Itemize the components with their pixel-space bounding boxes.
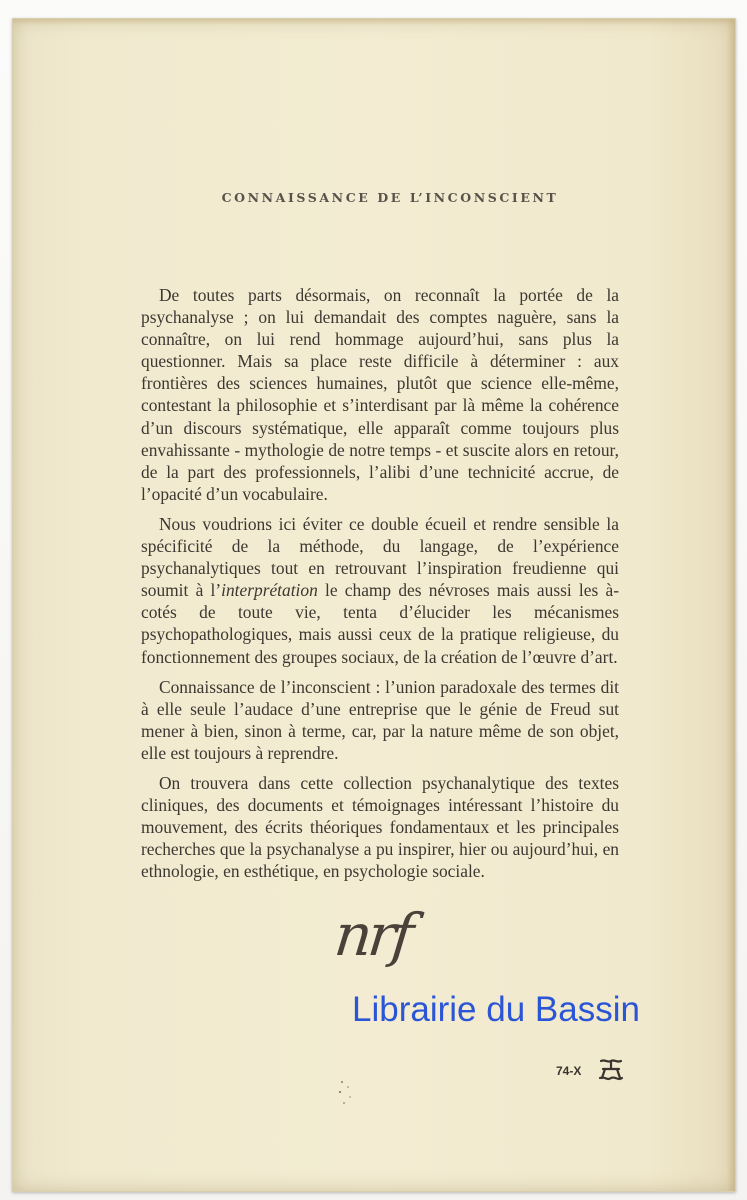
series-title: CONNAISSANCE DE L’INCONSCIENT <box>221 190 559 205</box>
paper-specks <box>330 1078 360 1108</box>
catalog-code: 74-X <box>556 1064 582 1078</box>
paragraph-2-italic: interprétation <box>221 580 318 601</box>
cover-top-edge <box>13 19 735 25</box>
paragraph-2-end: le champ des névroses mais aussi les à-cotés de toute vie, tenta d’élucider les mécanismes psychopathologiques, mais aussi ceux de la pratique religieuse, du fonctionnement des groupes sociaux, de la création de l’œuvre d’art. <box>141 580 619 667</box>
paragraph-3: Connaissance de l’inconscient : l’union paradoxale des termes dit à elle seule l’audace d’une entreprise que le génie de Freud sut mener à bien, sinon à terme, car, par la nature même de son objet, elle est toujours à reprendre. <box>141 676 619 763</box>
paragraph-4: On trouvera dans cette collection psychanalytique des textes cliniques, des documents et témoignages intéressant l’histoire du mouvement, des écrits théoriques fondamentaux et les principales recherches que la psychanalyse a pu inspirer, hier ou aujourd’hui, en ethnologie, en esthétique, en psychologie sociale. <box>141 772 619 882</box>
publisher-mark-icon <box>597 1057 625 1083</box>
bookshop-watermark: Librairie du Bassin <box>352 990 640 1029</box>
nrf-logo: nrf <box>331 901 414 969</box>
description-text <box>141 284 619 890</box>
paragraph-1: De toutes parts désormais, on reconnaît la portée de la psychanalyse ; on lui demandait des comptes naguère, sans la connaître, on lui rend hommage aujourd’hui, sans plus la questionner. Mais sa place reste difficile à déterminer : aux frontières des sciences humaines, plutôt que science elle-même, contestant la philosophie et s’interdisant par là même la cohérence d’un discours systématique, elle apparaît comme toujours plus envahissante - mythologie de notre temps - et suscite alors en retour, de la part des professionnels, l’alibi d’une technicité accrue, de l’opacité d’un vocabulaire. <box>141 285 619 504</box>
paragraph-2-start: Nous voudrions ici éviter ce double écueil et rendre sensible la spécificité de la méthode, du langage, de l’expérience psychanalytiques tout en retrouvant l’inspiration freudienne qui soumit à l’ <box>141 513 619 601</box>
paragraph-2 <box>141 513 619 668</box>
